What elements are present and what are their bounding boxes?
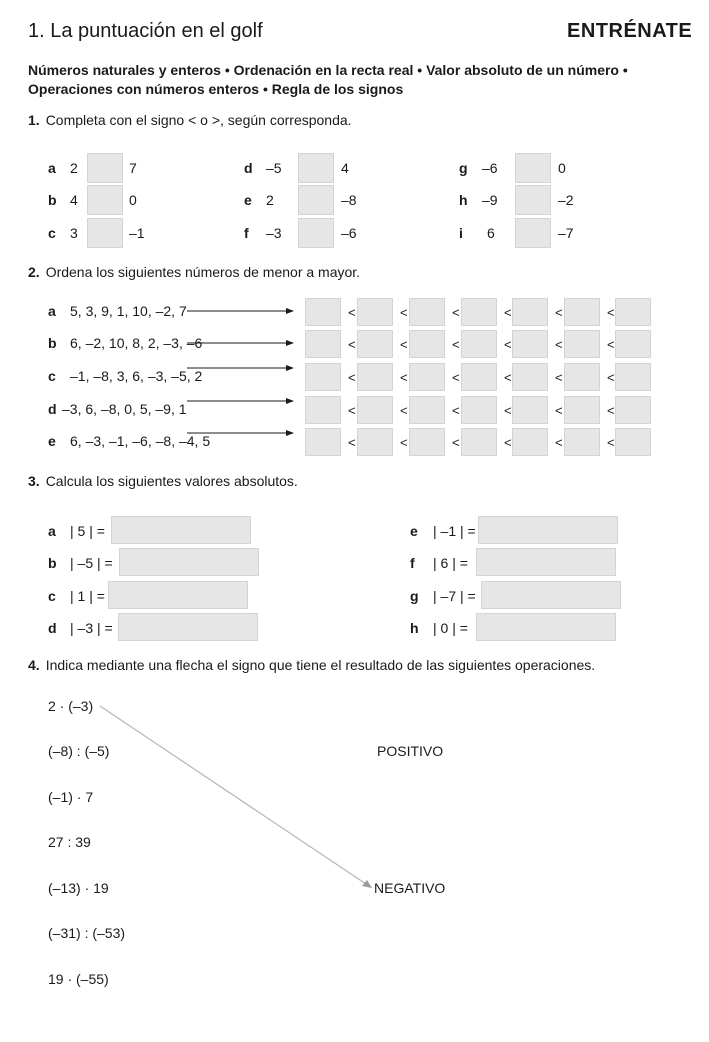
less-than-sign: < <box>607 435 615 450</box>
less-than-sign: < <box>607 337 615 352</box>
example-arrow-head <box>362 880 372 888</box>
less-than-sign: < <box>348 370 356 385</box>
abs-expression: | –5 | = <box>70 555 113 571</box>
ex1-item-letter: h <box>459 192 468 208</box>
abs-expression: | 0 | = <box>433 620 468 636</box>
ex2-number-list: –1, –8, 3, 6, –3, –5, 2 <box>70 368 203 384</box>
ex3-item-letter: a <box>48 523 56 539</box>
ex1-item-letter: f <box>244 225 249 241</box>
less-than-sign: < <box>555 403 563 418</box>
ex3-item-letter: c <box>48 588 56 604</box>
less-than-sign: < <box>555 435 563 450</box>
topics-line-2: Operaciones con números enteros • Regla de los signos <box>28 81 404 97</box>
less-than-sign: < <box>504 370 512 385</box>
negative-target[interactable]: NEGATIVO <box>374 880 446 896</box>
less-than-sign: < <box>504 435 512 450</box>
less-than-sign: < <box>400 337 408 352</box>
ex1-right-value: 7 <box>129 160 137 176</box>
ex1-item-letter: b <box>48 192 57 208</box>
ex3-item-letter: g <box>410 588 419 604</box>
exercise-1-instruction: Completa con el signo < o >, según corresponda. <box>45 112 352 128</box>
less-than-sign: < <box>555 337 563 352</box>
operation-item[interactable]: 2 · (–3) <box>48 698 94 714</box>
exercise-2-instruction: Ordena los siguientes números de menor a mayor. <box>45 264 361 280</box>
ex3-item-letter: b <box>48 555 57 571</box>
ex1-right-value: –2 <box>558 192 574 208</box>
ex1-item-letter: g <box>459 160 468 176</box>
less-than-sign: < <box>607 403 615 418</box>
ex2-row-letter: c <box>48 368 56 384</box>
ex1-right-value: –8 <box>341 192 357 208</box>
less-than-sign: < <box>400 305 408 320</box>
less-than-sign: < <box>555 305 563 320</box>
ex1-right-value: –7 <box>558 225 574 241</box>
ex2-number-list: –3, 6, –8, 0, 5, –9, 1 <box>62 401 187 417</box>
ex1-left-value: 4 <box>70 192 78 208</box>
exercise-4-number: 4. <box>28 657 40 673</box>
ex2-row-letter: e <box>48 433 56 449</box>
less-than-sign: < <box>504 403 512 418</box>
exercise-1-number: 1. <box>28 112 40 128</box>
section-badge: ENTRÉNATE <box>567 20 693 42</box>
topics-line-1: Números naturales y enteros • Ordenación en la recta real • Valor absoluto de un número • <box>28 62 628 78</box>
ex1-left-value: 6 <box>487 225 495 241</box>
positive-target[interactable]: POSITIVO <box>377 743 444 759</box>
less-than-sign: < <box>452 435 460 450</box>
less-than-sign: < <box>504 337 512 352</box>
ex1-left-value: 2 <box>266 192 274 208</box>
less-than-sign: < <box>504 305 512 320</box>
less-than-sign: < <box>452 337 460 352</box>
less-than-sign: < <box>348 337 356 352</box>
operation-item[interactable]: 19 · (–55) <box>48 971 109 987</box>
ex1-left-value: 2 <box>70 160 78 176</box>
less-than-sign: < <box>348 403 356 418</box>
abs-expression: | –3 | = <box>70 620 113 636</box>
operation-item[interactable]: (–1) · 7 <box>48 789 94 805</box>
exercise-2-number: 2. <box>28 264 40 280</box>
ex1-left-value: –3 <box>266 225 282 241</box>
abs-expression: | –7 | = <box>433 588 476 604</box>
exercise-3-number: 3. <box>28 473 40 489</box>
page-title: 1. La puntuación en el golf <box>28 20 263 42</box>
operation-item[interactable]: (–8) : (–5) <box>48 743 110 759</box>
ex3-item-letter: d <box>48 620 57 636</box>
less-than-sign: < <box>348 435 356 450</box>
ex1-right-value: 0 <box>558 160 566 176</box>
less-than-sign: < <box>452 305 460 320</box>
ex1-left-value: –9 <box>482 192 498 208</box>
ex1-item-letter: a <box>48 160 56 176</box>
ex1-item-letter: c <box>48 225 56 241</box>
operation-item[interactable]: (–13) · 19 <box>48 880 109 896</box>
exercise-4-instruction: Indica mediante una flecha el signo que tiene el resultado de las siguientes operaciones. <box>45 657 596 673</box>
abs-expression: | 1 | = <box>70 588 105 604</box>
ex1-right-value: –1 <box>129 225 145 241</box>
ex1-right-value: 4 <box>341 160 349 176</box>
less-than-sign: < <box>400 435 408 450</box>
ex2-row-letter: a <box>48 303 56 319</box>
abs-expression: | 5 | = <box>70 523 105 539</box>
example-arrow-line <box>100 706 366 884</box>
less-than-sign: < <box>452 403 460 418</box>
exercise-3-instruction: Calcula los siguientes valores absolutos. <box>45 473 298 489</box>
ex2-number-list: 5, 3, 9, 1, 10, –2, 7 <box>70 303 187 319</box>
less-than-sign: < <box>400 370 408 385</box>
ex3-item-letter: e <box>410 523 418 539</box>
less-than-sign: < <box>348 305 356 320</box>
ex1-left-value: –6 <box>482 160 498 176</box>
ex1-item-letter: e <box>244 192 252 208</box>
less-than-sign: < <box>607 370 615 385</box>
ex1-item-letter: d <box>244 160 253 176</box>
ex1-right-value: –6 <box>341 225 357 241</box>
ex1-item-letter: i <box>459 225 463 241</box>
ex2-row-letter: d <box>48 401 57 417</box>
operation-item[interactable]: (–31) : (–53) <box>48 925 126 941</box>
less-than-sign: < <box>452 370 460 385</box>
operation-item[interactable]: 27 : 39 <box>48 834 91 850</box>
ex2-number-list: 6, –3, –1, –6, –8, –4, 5 <box>70 433 211 449</box>
ex3-item-letter: h <box>410 620 419 636</box>
less-than-sign: < <box>555 370 563 385</box>
ex1-right-value: 0 <box>129 192 137 208</box>
ex1-left-value: 3 <box>70 225 78 241</box>
less-than-sign: < <box>400 403 408 418</box>
abs-expression: | 6 | = <box>433 555 468 571</box>
ex3-item-letter: f <box>410 555 415 571</box>
ex2-number-list: 6, –2, 10, 8, 2, –3, –6 <box>70 335 203 351</box>
ex2-row-letter: b <box>48 335 57 351</box>
ex1-left-value: –5 <box>266 160 282 176</box>
less-than-sign: < <box>607 305 615 320</box>
abs-expression: | –1 | = <box>433 523 476 539</box>
